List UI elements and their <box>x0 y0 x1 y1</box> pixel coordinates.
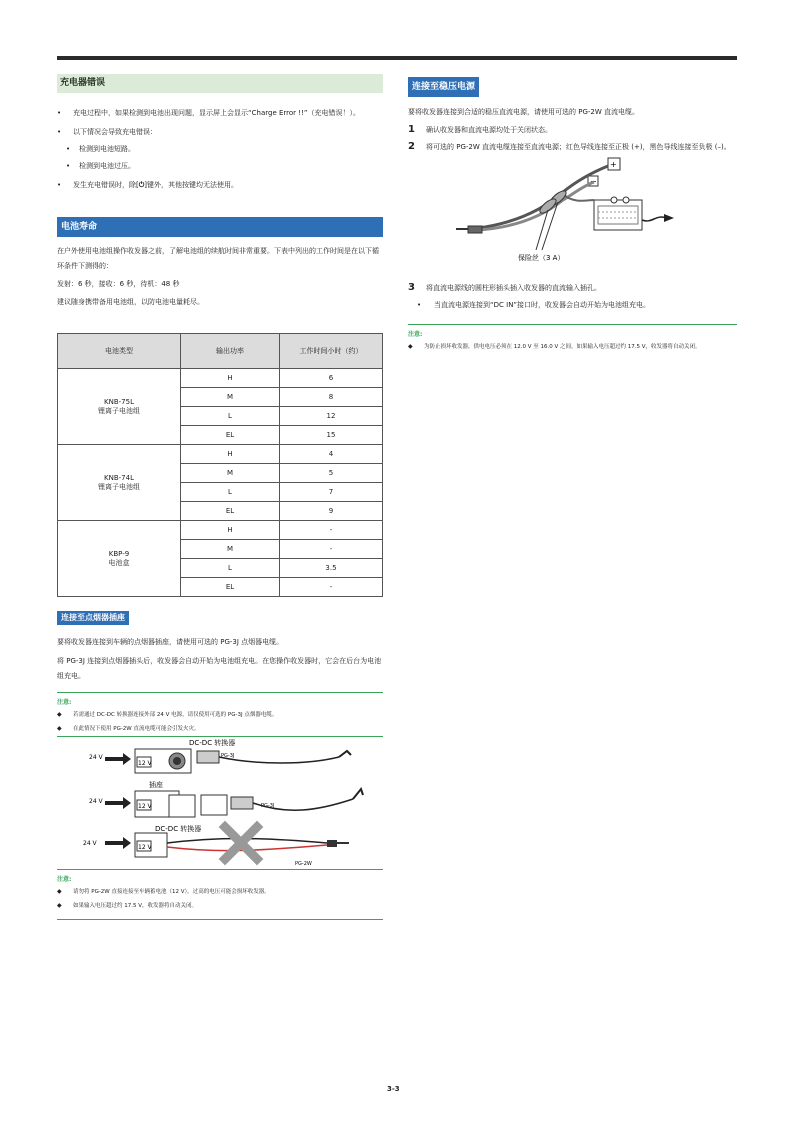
table-header-power: 输出功率 <box>181 334 280 369</box>
charge-error-bullet-1: • 充电过程中，如果检测到电池出现问题，显示屏上会显示“Charge Error !!”（充电错误！）。 <box>57 106 383 120</box>
table-cell: 7 <box>280 483 383 502</box>
regulated-intro: 要将收发器连接到合适的稳压直流电源，请使用可选的 PG-2W 直流电缆。 <box>408 108 639 116</box>
cigarette-heading: 连接至点烟器插座 <box>57 611 129 625</box>
note-title: 注意: <box>408 331 423 338</box>
arrow-icon <box>105 837 131 849</box>
table-cell: H <box>181 445 280 464</box>
battery-table <box>57 333 383 597</box>
adapter-box <box>201 795 227 815</box>
table-header-type: 电池类型 <box>58 334 181 369</box>
table-cell: L <box>181 483 280 502</box>
note-title: 注意: <box>57 699 72 706</box>
power-key-icon: ⏻ <box>138 181 145 189</box>
table-cell: M <box>181 388 280 407</box>
table-cell: M <box>181 540 280 559</box>
charge-error-heading: 充电器错误 <box>57 74 383 93</box>
battery-life-cycle: 发射：6 秒，接收：6 秒，待机：48 秒 <box>57 280 180 288</box>
voltage-12v-label: 12 V <box>138 844 152 851</box>
pg2w-label: PG-2W <box>295 861 312 867</box>
top-rule <box>57 56 737 60</box>
socket-label: 插座 <box>149 781 163 789</box>
battery-life-advice: 建议随身携带备用电池组，以防电池电量耗尽。 <box>57 298 204 306</box>
table-cell-type: KNB-75L 锂离子电池组 <box>58 369 181 445</box>
table-cell: - <box>280 578 383 597</box>
step-2: 2 将可选的 PG-2W 直流电缆连接至直流电源；红色导线连接至正极 (+)，黑色导线连接至负极 (–)。 <box>408 141 731 152</box>
battery-life-intro: 在户外使用电池组操作收发器之前，了解电池组的续航时间非常重要。下表中列出的工作时间是在以下循环条件下测得的： <box>57 247 379 270</box>
voltage-24v-label: 24 V <box>83 840 97 847</box>
table-cell: 6 <box>280 369 383 388</box>
barrel-plug-icon <box>327 840 337 847</box>
note-divider <box>408 324 737 325</box>
table-cell-type: KBP-9 电池盒 <box>58 521 181 597</box>
power-supply-diagram <box>408 154 737 278</box>
arrow-icon <box>105 753 131 765</box>
step-3-bullet: • 当直流电源连接到“DC IN”接口时，收发器会自动开始为电池组充电。 <box>408 299 737 312</box>
fuse-label: 保险丝（3 A） <box>518 254 565 262</box>
table-cell: - <box>280 540 383 559</box>
converter-label: DC-DC 转换器 <box>155 825 202 833</box>
charge-error-bullet-2: • 以下情况会导致充电错误： <box>57 125 383 139</box>
table-cell: EL <box>181 502 280 521</box>
table-cell: EL <box>181 578 280 597</box>
left-column <box>57 74 383 920</box>
cigarette-para-2: 将 PG-3J 连接到点烟器插头后，收发器会自动开始为电池组充电。在您操作收发器时，它会在后台为电池组充电。 <box>57 657 382 680</box>
table-cell: 15 <box>280 426 383 445</box>
pg3j-label: PG-3J <box>261 803 275 809</box>
plus-label: + <box>610 160 617 169</box>
table-cell: H <box>181 521 280 540</box>
voltage-24v-label: 24 V <box>89 798 103 805</box>
cigarette-note-1: ◆ 若需通过 DC-DC 转换器连接外部 24 V 电源，请仅使用可选的 PG-3J 点烟器电缆。 <box>57 710 383 720</box>
charge-error-bullet-3: • 发生充电错误时，除[⏻]键外，其他按键均无法使用。 <box>57 178 383 192</box>
converter-label: DC-DC 转换器 <box>189 739 236 747</box>
charge-error-sub-2: • 检测到电池过压。 <box>57 160 383 173</box>
table-cell: 8 <box>280 388 383 407</box>
barrel-plug-icon <box>468 226 482 233</box>
plug-icon <box>231 797 253 809</box>
cigarette-note-2: ◆ 在此情况下使用 PG-2W 直流电缆可能会引发火灾。 <box>57 724 383 734</box>
power-supply-box <box>594 200 642 230</box>
page-number: 3-3 <box>387 1085 400 1093</box>
charge-error-sub-1: • 检测到电池短路。 <box>57 143 383 156</box>
socket-box <box>169 795 195 817</box>
table-cell: L <box>181 559 280 578</box>
plug-icon <box>197 751 219 763</box>
arrow-icon <box>105 797 131 809</box>
table-cell: 3.5 <box>280 559 383 578</box>
table-cell: 4 <box>280 445 383 464</box>
cigarette-diagram <box>57 737 383 869</box>
step-3: 3 将直流电源线的圆柱形插头插入收发器的直流输入插孔。 <box>408 282 601 293</box>
cigarette-note-3: ◆ 请勿将 PG-2W 直接连接至车辆蓄电池（12 V）。过高的电压可能会损坏收发器。 <box>57 887 383 897</box>
table-cell: 9 <box>280 502 383 521</box>
cigarette-note-4: ◆ 如果输入电压超过约 17.5 V，收发器将自动关闭。 <box>57 901 383 911</box>
table-cell: EL <box>181 426 280 445</box>
ac-plug-icon <box>664 214 674 222</box>
regulated-note-1: ◆ 为防止损坏收发器，供电电压必须在 12.0 V 至 16.0 V 之间。如果输入电压超过约 17.5 V，收发器将自动关闭。 <box>408 342 737 352</box>
voltage-12v-label: 12 V <box>138 760 152 767</box>
note-divider <box>57 869 383 870</box>
battery-life-heading: 电池寿命 <box>57 217 383 237</box>
table-header-time: 工作时间小时（约） <box>280 334 383 369</box>
note-divider <box>57 692 383 693</box>
pg3j-label: PG-3J <box>221 753 235 759</box>
minus-label: − <box>590 177 597 186</box>
table-cell: - <box>280 521 383 540</box>
table-cell: L <box>181 407 280 426</box>
table-cell: H <box>181 369 280 388</box>
regulated-heading: 连接至稳压电源 <box>408 77 479 97</box>
table-cell: 5 <box>280 464 383 483</box>
table-cell: M <box>181 464 280 483</box>
voltage-24v-label: 24 V <box>89 754 103 761</box>
right-column <box>408 74 737 352</box>
voltage-12v-label: 12 V <box>138 803 152 810</box>
table-cell-type: KNB-74L 锂离子电池组 <box>58 445 181 521</box>
step-1: 1 确认收发器和直流电源均处于关闭状态。 <box>408 124 552 135</box>
note-divider <box>57 919 383 920</box>
prohibited-icon <box>225 827 257 859</box>
table-cell: 12 <box>280 407 383 426</box>
note-title: 注意: <box>57 876 72 883</box>
cigarette-para-1: 要将收发器连接到车辆的点烟器插座，请使用可选的 PG-3J 点烟器电缆。 <box>57 638 284 646</box>
